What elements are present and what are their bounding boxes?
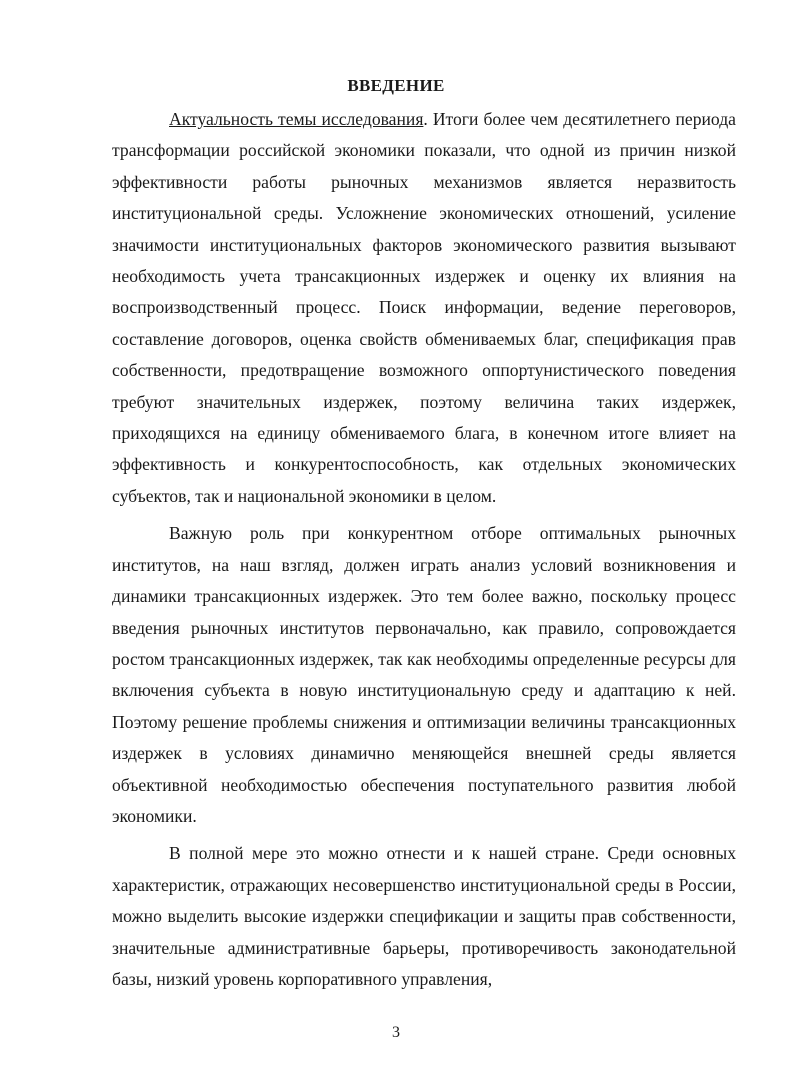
paragraph-relevance-text: . Итоги более чем десятилетнего периода трансформации российской экономики показали, что одной из причин низкой эффективности работы рыночных механизмов является неразвитость институциональной среды. Усложнение экономических отношений, усиление значимости институциональных факторов экономического развития вызывают необходимость учета трансакционных издержек и оценку их влияния на воспроизводственный процесс. Поиск информации, ведение переговоров, составление договоров, оценка свойств обмениваемых благ, спецификация прав собственности, предотвращение возможного оппортунистического поведения требуют значительных издержек, поэтому величина таких издержек, приходящихся на единицу обмениваемого блага, в конечном итоге влияет на эффективность и конкурентоспособность, как отдельных экономических субъектов, так и национальной экономики в целом. — [112, 109, 736, 506]
paragraph-role: Важную роль при конкурентном отборе оптимальных рыночных институтов, на наш взгляд, должен играть анализ условий возникновения и динамики трансакционных издержек. Это тем более важно, поскольку процесс введения рыночных институтов первоначально, как правило, сопровождается ростом трансакционных издержек, так как необходимы определенные ресурсы для включения субъекта в новую институциональную среду и адаптацию к ней. Поэтому решение проблемы снижения и оптимизации величины трансакционных издержек в условиях динамично меняющейся внешней среды является объективной необходимостью обеспечения поступательного развития любой экономики. — [112, 523, 736, 826]
paragraph-relevance — [112, 104, 736, 512]
topic-relevance-heading: Актуальность темы исследования — [169, 109, 424, 129]
body-text — [112, 104, 736, 995]
page-title: ВВЕДЕНИЕ — [347, 76, 445, 95]
paragraph-country: В полной мере это можно отнести и к нашей стране. Среди основных характеристик, отражающих несовершенство институциональной среды в России, можно выделить высокие издержки спецификации и защиты прав собственности, значительные административные барьеры, противоречивость законодательной базы, низкий уровень корпоративного управления, — [112, 843, 736, 989]
page-number: 3 — [392, 1024, 400, 1041]
